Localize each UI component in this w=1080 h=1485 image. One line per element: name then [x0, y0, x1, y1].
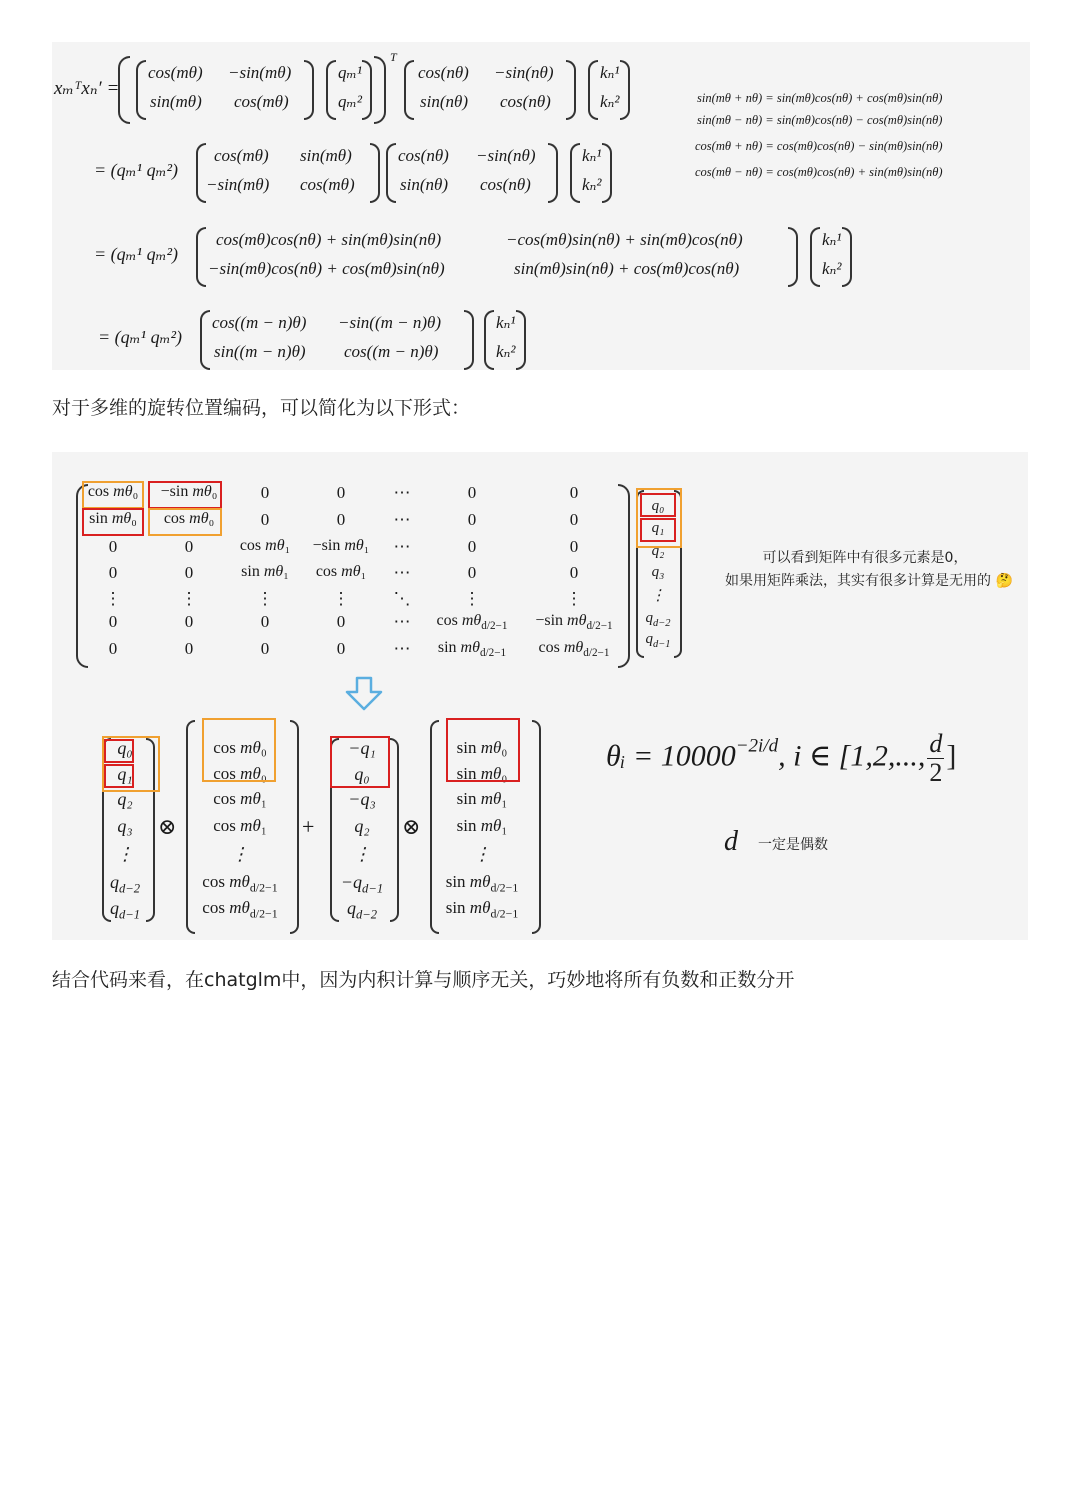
highlight-box-red	[330, 736, 390, 788]
v3-cell: $q_{d-2}$	[346, 898, 378, 922]
matrix-cell: 0	[467, 483, 477, 502]
matrix-cell: 0	[184, 563, 194, 582]
eq1-k1: kₙ¹	[600, 63, 620, 82]
matrix-cell: 0	[260, 483, 270, 502]
otimes-symbol: ⊗	[402, 814, 421, 839]
eq1-right-paren	[304, 60, 314, 120]
v3-cell: −q₃	[348, 789, 376, 809]
matrix-cell: 0	[184, 537, 194, 556]
eq1-k-left-paren	[588, 60, 598, 120]
matrix-cell: 0	[108, 639, 118, 658]
eq4-prefix: = (qₘ¹ qₘ²)	[98, 327, 183, 347]
eq2-cell: cos(nθ)	[480, 175, 531, 194]
v1-cell: $q_{d-2}$	[109, 872, 141, 896]
v3-cell: $-q_{d-1}$	[340, 872, 384, 896]
matrix-cell: $\cos m\theta_{d/2-1}$	[538, 639, 610, 660]
highlight-box-red	[640, 493, 676, 517]
fraction-denominator: 2	[929, 758, 943, 787]
eq4-k-right-paren	[516, 310, 526, 370]
highlight-box-red	[82, 508, 144, 536]
highlight-box-red	[104, 739, 134, 763]
v3-cell: −q₁	[348, 738, 376, 758]
eq4-cell: cos((m − n)θ)	[212, 313, 307, 332]
v4-cell: ⋮	[473, 844, 491, 864]
matrix-cell: ⋯	[393, 537, 411, 556]
eq1-lhs: xₘᵀxₙ′ =	[54, 78, 120, 99]
matrix-cell: 0	[184, 639, 194, 658]
eq1-left-paren	[136, 60, 146, 120]
eq3-cell: sin(mθ)sin(nθ) + cos(mθ)cos(nθ)	[514, 259, 740, 278]
matrix-cell: ⋮	[180, 589, 198, 608]
eq1-r-left-paren	[404, 60, 414, 120]
matrix-cell: 0	[184, 612, 194, 631]
vector-cell: $q_{d-2}$	[645, 610, 671, 629]
eq3-cell: cos(mθ)cos(nθ) + sin(mθ)sin(nθ)	[216, 230, 442, 249]
down-arrow-icon	[344, 676, 384, 712]
eq4-cell: cos((m − n)θ)	[344, 342, 439, 361]
matrix-cell: 0	[260, 639, 270, 658]
vector-cell: q₀	[651, 498, 665, 514]
matrix-cell: ⋱	[393, 589, 411, 608]
v4-cell: sin mθ₀	[456, 764, 508, 783]
v1-cell: q₃	[117, 816, 133, 836]
eq1-k-right-paren	[620, 60, 630, 120]
identity-line: cos(mθ − nθ) = cos(mθ)cos(nθ) + sin(mθ)sin(nθ)	[695, 165, 943, 179]
highlight-box-red	[446, 718, 520, 782]
eq2-cell: cos(mθ)	[300, 175, 355, 194]
eq2-k2: kₙ²	[582, 175, 602, 194]
matrix-cell: 0	[569, 510, 579, 529]
vector-cell: q₃	[651, 564, 665, 580]
matrix-cell: sin mθ₁	[241, 563, 289, 580]
eq1-q2: qₘ²	[338, 92, 363, 111]
v1-cell: ⋮	[116, 844, 134, 864]
paragraph-multidim: 对于多维的旋转位置编码，可以简化为以下形式：	[52, 397, 471, 419]
vector-cell: $q_{d-1}$	[645, 631, 671, 650]
eq2-k1: kₙ¹	[582, 146, 602, 165]
matrix-cell: 0	[108, 612, 118, 631]
v2-cell: ⋮	[231, 844, 249, 864]
matrix-cell: ⋮	[104, 589, 122, 608]
eq4-k1: kₙ¹	[496, 313, 516, 332]
paragraph-chatglm: 结合代码来看，在chatglm中，因为内积计算与顺序无关，巧妙地将所有负数和正数分开	[52, 969, 795, 991]
theta-lhs: θᵢ = 10000	[606, 739, 736, 773]
eq1-cell: sin(nθ)	[420, 92, 469, 111]
eq1-outer-right-paren	[374, 56, 386, 124]
v1-cell: q₀	[117, 738, 133, 758]
matrix-cell: −sin mθ₁	[312, 537, 370, 554]
matrix-cell: −sin $m\theta_{d/2-1}$	[535, 612, 613, 633]
v2-cell: cos mθ₀	[213, 764, 267, 783]
eq3-k-right-paren	[842, 227, 852, 287]
eq2-a-right-paren	[370, 143, 380, 203]
matrix-cell: 0	[569, 537, 579, 556]
eq3-cell: −cos(mθ)sin(nθ) + sin(mθ)cos(nθ)	[506, 230, 743, 249]
highlight-box-orange	[82, 481, 144, 509]
matrix-cell: 0	[569, 563, 579, 582]
eq1-q-right-paren	[362, 60, 372, 120]
matrix-cell: sin mθ₀	[89, 510, 137, 527]
matrix-cell: ⋮	[256, 589, 274, 608]
eq2-cell: −sin(mθ)	[206, 175, 270, 194]
matrix-cell: ⋯	[393, 483, 411, 502]
matrix-note-line2	[704, 570, 1034, 590]
v3-cell: q₂	[354, 816, 370, 836]
v4-cell: $\sin m\theta_{d/2-1}$	[445, 898, 519, 921]
eq4-cell: sin((m − n)θ)	[214, 342, 306, 361]
eq1-outer-left-paren	[118, 56, 130, 124]
eq3-k1: kₙ¹	[822, 230, 842, 249]
matrix-cell: ⋯	[393, 563, 411, 582]
v2-cell: cos mθ₁	[213, 789, 267, 808]
vector-cell: q₁	[651, 520, 665, 536]
eq1-cell: cos(nθ)	[418, 63, 469, 82]
d-variable: d	[724, 826, 738, 857]
matrix-cell: 0	[336, 612, 346, 631]
eq1-q-left-paren	[326, 60, 336, 120]
matrix-cell: 0	[336, 510, 346, 529]
vector-cell: ⋮	[650, 588, 666, 604]
eq2-cell: cos(nθ)	[398, 146, 449, 165]
eq2-cell: −sin(nθ)	[476, 146, 536, 165]
eq2-b-right-paren	[548, 143, 558, 203]
matrix-cell: 0	[260, 612, 270, 631]
eq2-a-left-paren	[196, 143, 206, 203]
v2-cell: cos mθ₁	[213, 816, 267, 835]
highlight-box-red	[148, 481, 222, 509]
eq2-k-right-paren	[602, 143, 612, 203]
eq3-k-left-paren	[810, 227, 820, 287]
eq2-k-left-paren	[570, 143, 580, 203]
v4-cell: sin mθ₁	[456, 789, 508, 808]
matrix-note-line1: 可以看到矩阵中有很多元素是0，	[762, 550, 968, 566]
matrix-cell: cos mθ₁	[315, 563, 367, 580]
matrix-cell: −sin mθ₀	[160, 483, 218, 500]
matrix-cell: cos mθ₀	[87, 483, 139, 500]
matrix-cell: ⋯	[393, 612, 411, 631]
eq2-cell: sin(mθ)	[300, 146, 352, 165]
plus-symbol: +	[302, 814, 315, 839]
identity-line: sin(mθ + nθ) = sin(mθ)cos(nθ) + cos(mθ)sin(nθ)	[697, 91, 943, 105]
eq1-cell: cos(mθ)	[148, 63, 203, 82]
eq1-cell: cos(nθ)	[500, 92, 551, 111]
matrix-cell: 0	[569, 483, 579, 502]
matrix-cell: ⋮	[332, 589, 350, 608]
fraction-numerator: d	[929, 729, 943, 758]
matrix-cell: 0	[336, 483, 346, 502]
eq4-a-left-paren	[200, 310, 210, 370]
v4-cell: $\sin m\theta_{d/2-1}$	[445, 872, 519, 895]
matrix-cell: 0	[260, 510, 270, 529]
eq2-cell: cos(mθ)	[214, 146, 269, 165]
theta-exponent: −2i/d	[735, 735, 779, 757]
eq1-k2: kₙ²	[600, 92, 620, 111]
identity-line: cos(mθ + nθ) = cos(mθ)cos(nθ) − sin(mθ)sin(nθ)	[695, 139, 943, 153]
eq4-cell: −sin((m − n)θ)	[338, 313, 442, 332]
eq1-transpose: T	[390, 50, 397, 64]
v3-cell: ⋮	[353, 844, 371, 864]
matrix-cell: ⋮	[463, 589, 481, 608]
identity-line: sin(mθ − nθ) = sin(mθ)cos(nθ) − cos(mθ)sin(nθ)	[697, 113, 943, 127]
eq3-prefix: = (qₘ¹ qₘ²)	[94, 244, 179, 264]
v2-cell: $\cos m\theta_{d/2-1}$	[202, 898, 278, 921]
theta-formula	[606, 730, 956, 787]
matrix-cell: 0	[467, 563, 477, 582]
thinking-face-icon: 🤔	[995, 573, 1013, 589]
eq1-r-right-paren	[566, 60, 576, 120]
matrix-cell: 0	[108, 537, 118, 556]
eq1-q1: qₘ¹	[338, 63, 363, 82]
matrix-cell: ⋯	[393, 510, 411, 529]
eq2-b-left-paren	[386, 143, 396, 203]
eq1-cell: sin(mθ)	[150, 92, 202, 111]
v1-cell: $q_{d-1}$	[109, 898, 141, 922]
theta-rest: , i ∈ [1,2,...,	[778, 739, 926, 773]
matrix-cell: ⋯	[393, 639, 411, 658]
eq2-cell: sin(nθ)	[400, 175, 449, 194]
matrix-cell: $\sin m\theta_{d/2-1}$	[437, 639, 507, 660]
eq2-prefix: = (qₘ¹ qₘ²)	[94, 160, 179, 180]
theta-fraction	[927, 730, 944, 787]
eq3-a-right-paren	[788, 227, 798, 287]
eq3-cell: −sin(mθ)cos(nθ) + cos(mθ)sin(nθ)	[208, 259, 445, 278]
matrix-cell: 0	[467, 510, 477, 529]
eq1-cell: cos(mθ)	[234, 92, 289, 111]
highlight-box-orange	[148, 508, 222, 536]
matrix-cell: ⋮	[565, 589, 583, 608]
v3-cell: q₀	[354, 764, 370, 784]
v2-cell: $\cos m\theta_{d/2-1}$	[202, 872, 278, 895]
matrix-cell: $\cos m\theta_{d/2-1}$	[436, 612, 508, 633]
eq4-k2: kₙ²	[496, 342, 516, 361]
eq4-a-right-paren	[464, 310, 474, 370]
v4-cell: sin mθ₀	[456, 738, 508, 757]
eq3-a-left-paren	[196, 227, 206, 287]
highlight-box-red	[640, 518, 676, 542]
v1-cell: q₁	[117, 764, 133, 784]
v2-cell: cos mθ₀	[213, 738, 267, 757]
highlight-box-red	[104, 764, 134, 788]
matrix-cell: cos mθ₀	[163, 510, 215, 527]
d-note: 一定是偶数	[758, 837, 828, 853]
v4-cell: sin mθ₁	[456, 816, 508, 835]
matrix-cell: 0	[467, 537, 477, 556]
matrix-note-text: 如果用矩阵乘法，其实有很多计算是无用的	[725, 573, 992, 589]
eq1-cell: −sin(mθ)	[228, 63, 292, 82]
eq3-k2: kₙ²	[822, 259, 842, 278]
matrix-cell: 0	[108, 563, 118, 582]
eq4-k-left-paren	[484, 310, 494, 370]
theta-close: ]	[946, 739, 957, 773]
vector-cell: q₂	[651, 543, 665, 559]
highlight-box-orange	[202, 718, 276, 782]
otimes-symbol: ⊗	[158, 814, 177, 839]
v1-cell: q₂	[117, 789, 133, 809]
eq1-cell: −sin(nθ)	[494, 63, 554, 82]
matrix-cell: 0	[336, 639, 346, 658]
matrix-cell: cos mθ₁	[239, 537, 291, 554]
